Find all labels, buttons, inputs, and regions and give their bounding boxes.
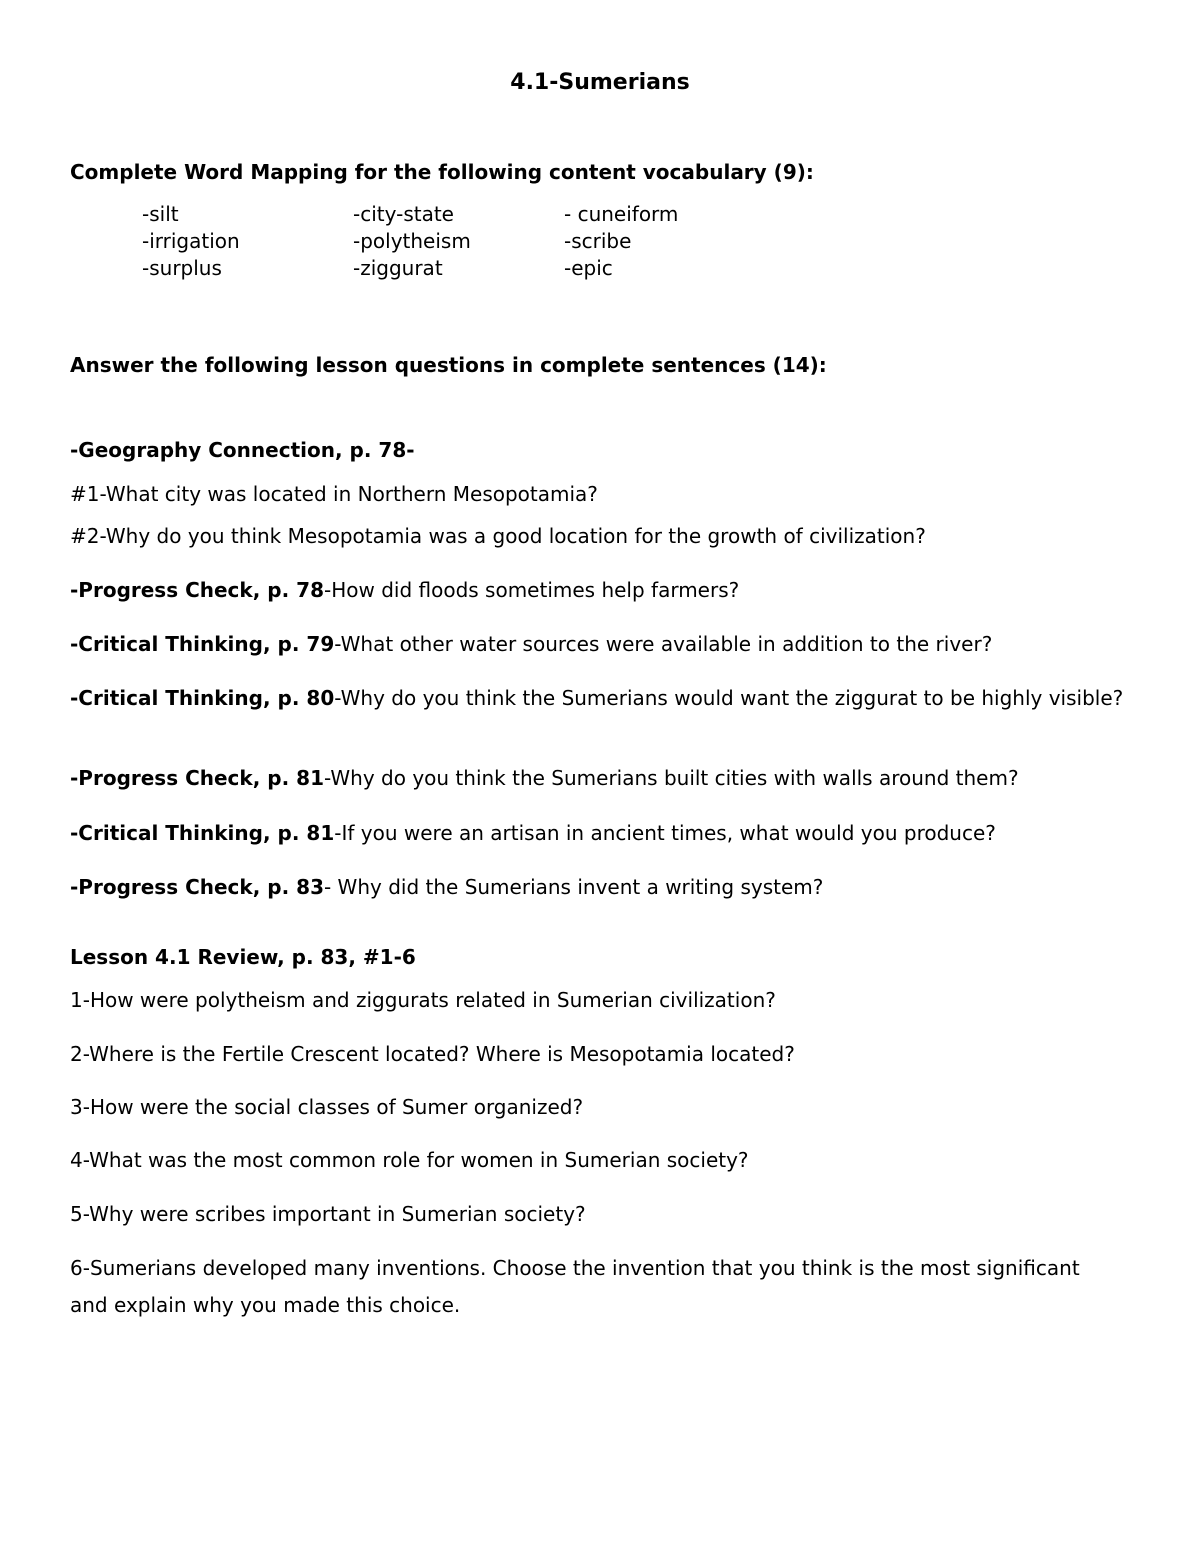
page-title: 4.1-Sumerians: [510, 70, 690, 95]
review-heading: Lesson 4.1 Review, p. 83, #1-6: [70, 945, 416, 969]
vocab-term: -silt: [142, 202, 179, 226]
question-item: [70, 875, 823, 899]
question-item: [70, 821, 996, 845]
vocab-term: -epic: [564, 256, 613, 280]
question-label: -Critical Thinking, p. 80: [70, 686, 335, 710]
vocab-row: [142, 229, 775, 256]
vocab-term: -ziggurat: [353, 256, 443, 280]
question-text: -Why do you think the Sumerians would want the ziggurat to be highly visible?: [334, 686, 1124, 710]
vocab-term: -polytheism: [353, 229, 471, 253]
question-item: [70, 766, 1019, 790]
question-text: -Why do you think the Sumerians built cities with walls around them?: [323, 766, 1019, 790]
question-item: [70, 632, 992, 656]
question-label: -Progress Check, p. 81: [70, 766, 324, 790]
geography-question-1: #1-What city was located in Northern Mesopotamia?: [70, 482, 598, 506]
review-question: 3-How were the social classes of Sumer organized?: [70, 1095, 584, 1119]
vocab-term: - cuneiform: [564, 202, 679, 226]
question-label: -Progress Check, p. 78: [70, 578, 324, 602]
vocab-heading: Complete Word Mapping for the following content vocabulary (9):: [70, 160, 814, 184]
vocab-term: -surplus: [142, 256, 222, 280]
question-label: -Critical Thinking, p. 79: [70, 632, 335, 656]
review-question: 5-Why were scribes important in Sumerian society?: [70, 1202, 586, 1226]
vocab-term: -irrigation: [142, 229, 240, 253]
vocab-list: [142, 202, 775, 283]
review-question: 1-How were polytheism and ziggurats related in Sumerian civilization?: [70, 988, 776, 1012]
question-text: -If you were an artisan in ancient times, what would you produce?: [334, 821, 996, 845]
geography-heading: -Geography Connection, p. 78-: [70, 438, 415, 462]
review-question: 6-Sumerians developed many inventions. Choose the invention that you think is the most significant and explain why you made this choice.: [70, 1256, 1080, 1317]
question-label: -Progress Check, p. 83: [70, 875, 324, 899]
vocab-term: -scribe: [564, 229, 632, 253]
question-item: [70, 578, 739, 602]
question-item: [70, 685, 1140, 712]
question-text: -How did floods sometimes help farmers?: [323, 578, 740, 602]
geography-question-2: #2-Why do you think Mesopotamia was a good location for the growth of civilization?: [70, 524, 926, 548]
questions-heading: Answer the following lesson questions in complete sentences (14):: [70, 353, 827, 377]
question-text: -What other water sources were available in addition to the river?: [334, 632, 993, 656]
review-question: 4-What was the most common role for women in Sumerian society?: [70, 1148, 749, 1172]
vocab-term: -city-state: [353, 202, 454, 226]
vocab-row: [142, 202, 775, 229]
review-question: 2-Where is the Fertile Crescent located? Where is Mesopotamia located?: [70, 1042, 795, 1066]
question-text: - Why did the Sumerians invent a writing system?: [323, 875, 824, 899]
vocab-row: [142, 256, 775, 283]
question-label: -Critical Thinking, p. 81: [70, 821, 335, 845]
